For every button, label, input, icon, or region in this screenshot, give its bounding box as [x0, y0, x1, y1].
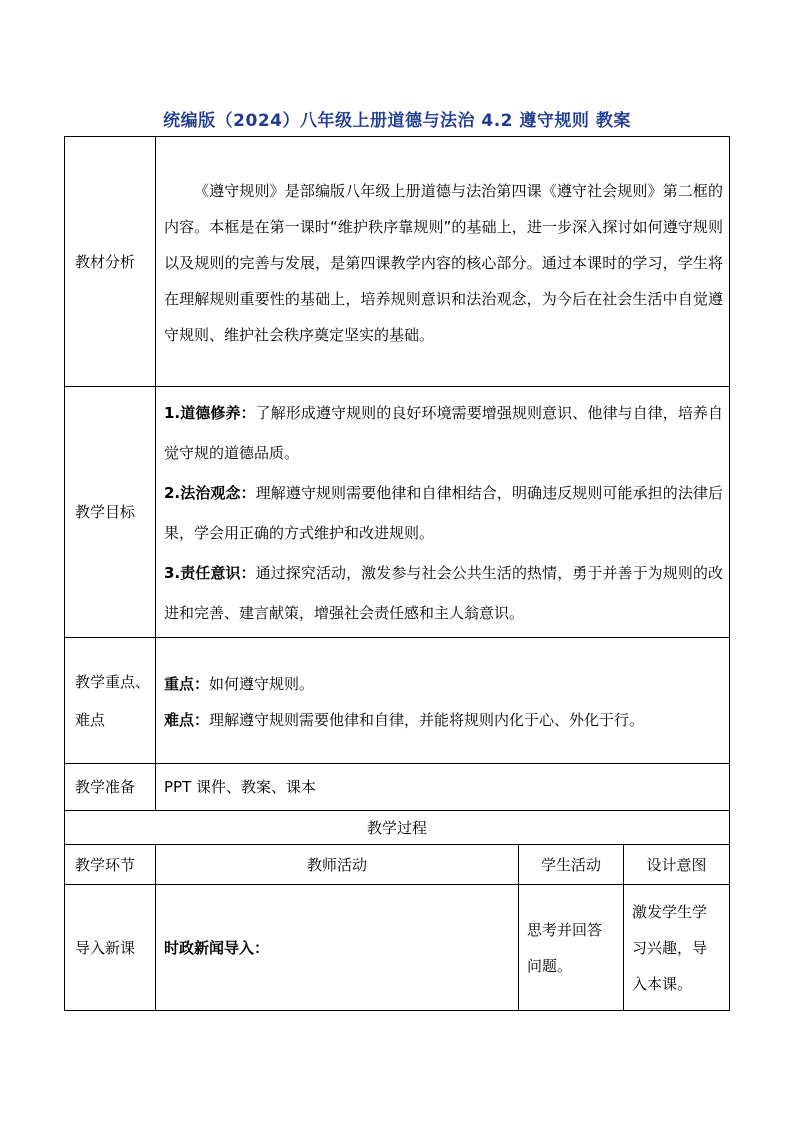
intro-student: 思考并回答问题。: [519, 885, 624, 1011]
focus-line: [164, 666, 723, 702]
preparation-label: 教学准备: [65, 764, 156, 811]
preparation-text: PPT 课件、教案、课本: [156, 764, 730, 811]
intro-stage: 导入新课: [65, 885, 156, 1011]
goal-text: 通过探究活动，激发参与社会公共生活的热情，勇于并善于为规则的改进和完善、建言献策，增强社会责任感和主人翁意识。: [164, 564, 723, 622]
row-analysis: [65, 137, 730, 387]
document-title: 统编版（2024）八年级上册道德与法治 4.2 遵守规则 教案: [163, 111, 631, 131]
goal-item: [164, 473, 723, 553]
key-points-label: 教学重点、难点: [65, 638, 156, 764]
row-goals: [65, 387, 730, 638]
intro-teacher: [156, 885, 519, 1011]
lesson-plan-table: [64, 136, 730, 1011]
column-header: 教师活动: [156, 845, 519, 885]
difficulty-text: 理解遵守规则需要他律和自律，并能将规则内化于心、外化于行。: [209, 710, 645, 729]
goals-content: [156, 387, 730, 638]
goal-head: 3.责任意识：: [164, 564, 256, 582]
difficulty-line: [164, 702, 723, 738]
goals-label: 教学目标: [65, 387, 156, 638]
intro-teacher-text: 时政新闻导入：: [164, 938, 270, 957]
row-intro: [65, 885, 730, 1011]
column-header: 学生活动: [519, 845, 624, 885]
row-key-points: [65, 638, 730, 764]
goal-text: 了解形成遵守规则的良好环境需要增强规则意识、他律与自律，培养自觉守规的道德品质。: [164, 404, 723, 462]
analysis-text: 《遵守规则》是部编版八年级上册道德与法治第四课《遵守社会规则》第二框的内容。本框是在第一课时“维护秩序靠规则”的基础上，进一步深入探讨如何遵守规则以及规则的完善与发展，是第四课教学内容的核心部分。通过本课时的学习，学生将在理解规则重要性的基础上，培养规则意识和法治观念，为今后在社会生活中自觉遵守规则、维护社会秩序奠定坚实的基础。: [156, 137, 730, 387]
row-process-columns: [65, 845, 730, 885]
focus-text: 如何遵守规则。: [209, 674, 315, 693]
focus-head: 重点：: [164, 674, 210, 693]
goal-text: 理解遵守规则需要他律和自律相结合，明确违反规则可能承担的法律后果，学会用正确的方式维护和改进规则。: [164, 484, 723, 542]
analysis-label: 教材分析: [65, 137, 156, 387]
goal-item: [164, 553, 723, 633]
column-header: 设计意图: [624, 845, 730, 885]
goal-head: 1.道德修养：: [164, 404, 256, 422]
goal-item: [164, 393, 723, 473]
key-points-content: [156, 638, 730, 764]
process-heading: 教学过程: [65, 811, 730, 845]
column-header: 教学环节: [65, 845, 156, 885]
difficulty-head: 难点：: [164, 710, 210, 729]
row-process-heading: [65, 811, 730, 845]
intro-intent: 激发学生学习兴趣，导入本课。: [624, 885, 730, 1011]
goal-head: 2.法治观念：: [164, 484, 256, 502]
row-preparation: [65, 764, 730, 811]
